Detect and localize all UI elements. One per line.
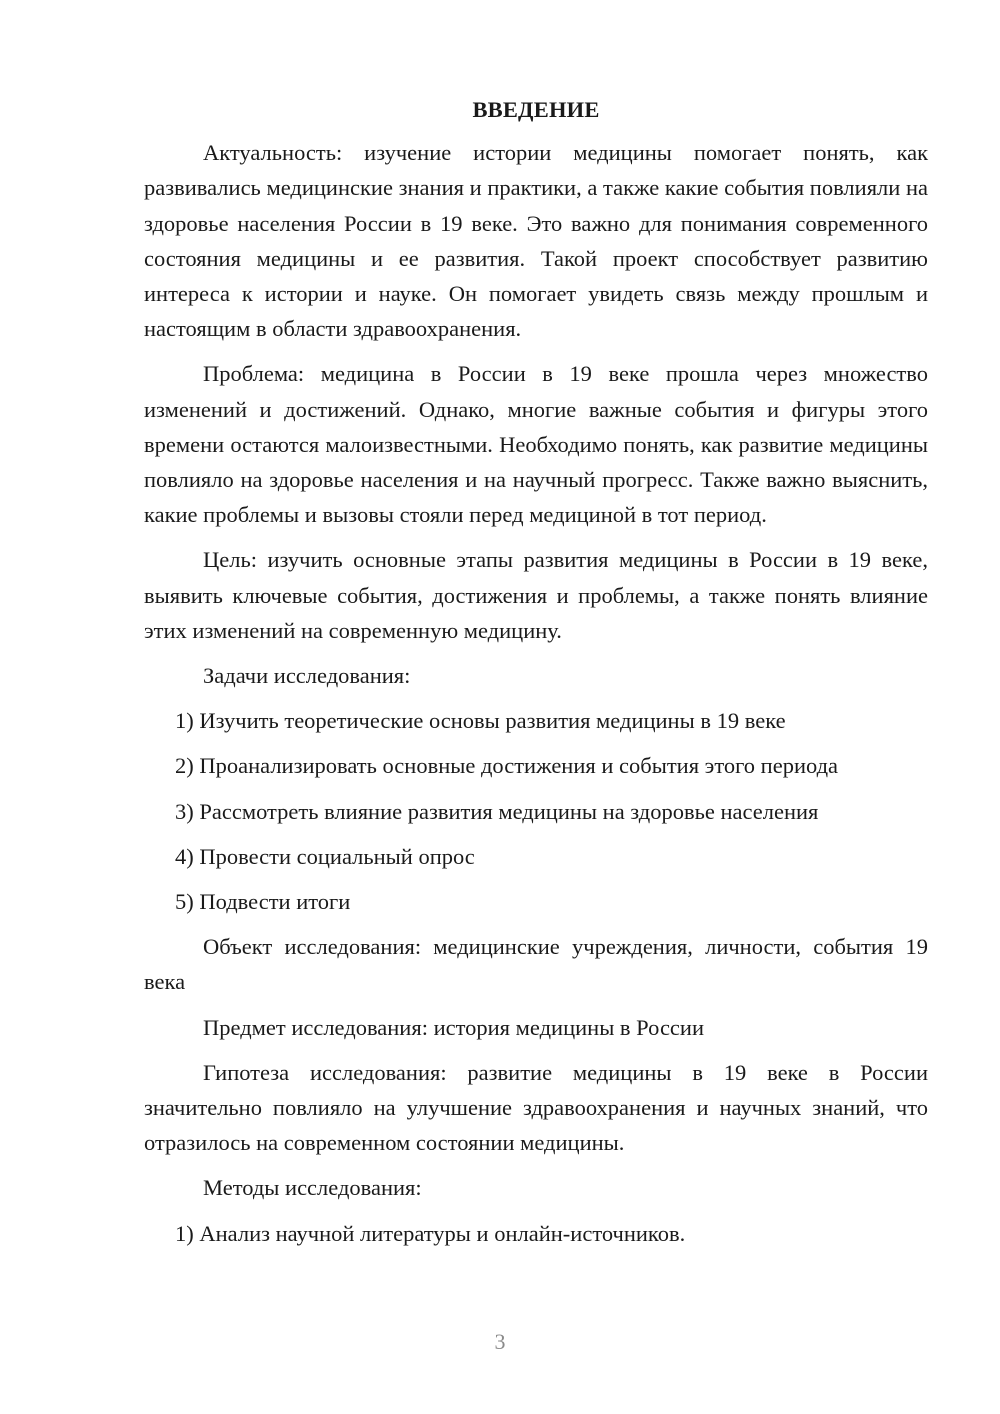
page-number: 3: [494, 1329, 506, 1354]
problem-paragraph: Проблема: медицина в России в 19 веке прошла через множество изменений и достижений. Однако, многие важные события и фигуры этого времени остаются малоизвестными. Необходимо понять, как развитие медицины повлияло на здоровье населения и на научный прогресс. Также важно выяснить, какие проблемы и вызовы стояли перед медициной в тот период.: [144, 361, 928, 528]
methods-heading: Методы исследования:: [203, 1175, 422, 1201]
tasks-heading: Задачи исследования:: [203, 663, 411, 689]
hypothesis-paragraph: Гипотеза исследования: развитие медицины в 19 веке в России значительно повлияло на улучшение здравоохранения и научных знаний, что отразилось на современном состоянии медицины.: [144, 1059, 928, 1156]
object-paragraph: Объект исследования: медицинские учреждения, личности, события 19 века: [144, 934, 928, 995]
list-item: 1) Анализ научной литературы и онлайн-источников.: [175, 1220, 686, 1246]
tasks-list: [144, 703, 928, 919]
list-item: 5) Подвести итоги: [175, 889, 351, 915]
list-item: 4) Провести социальный опрос: [175, 843, 475, 869]
list-item: 3) Рассмотреть влияние развития медицины на здоровье населения: [175, 798, 819, 824]
methods-list: [144, 1216, 928, 1251]
list-item: 2) Проанализировать основные достижения и события этого периода: [175, 753, 839, 779]
section-title: ВВЕДЕНИЕ: [472, 97, 600, 122]
list-item: 1) Изучить теоретические основы развития медицины в 19 веке: [175, 708, 786, 734]
relevance-paragraph: Актуальность: изучение истории медицины помогает понять, как развивались медицинские знания и практики, а также какие события повлияли на здоровье населения России в 19 веке. Это важно для понимания современного состояния медицины и ее развития. Такой проект способствует развитию интереса к истории и науке. Он помогает увидеть связь между прошлым и настоящим в области здравоохранения.: [144, 140, 928, 342]
subject-paragraph: Предмет исследования: история медицины в России: [203, 1014, 704, 1040]
document-page: [144, 92, 928, 1261]
goal-paragraph: Цель: изучить основные этапы развития медицины в России в 19 веке, выявить ключевые события, достижения и проблемы, а также понять влияние этих изменений на современную медицину.: [144, 547, 928, 643]
